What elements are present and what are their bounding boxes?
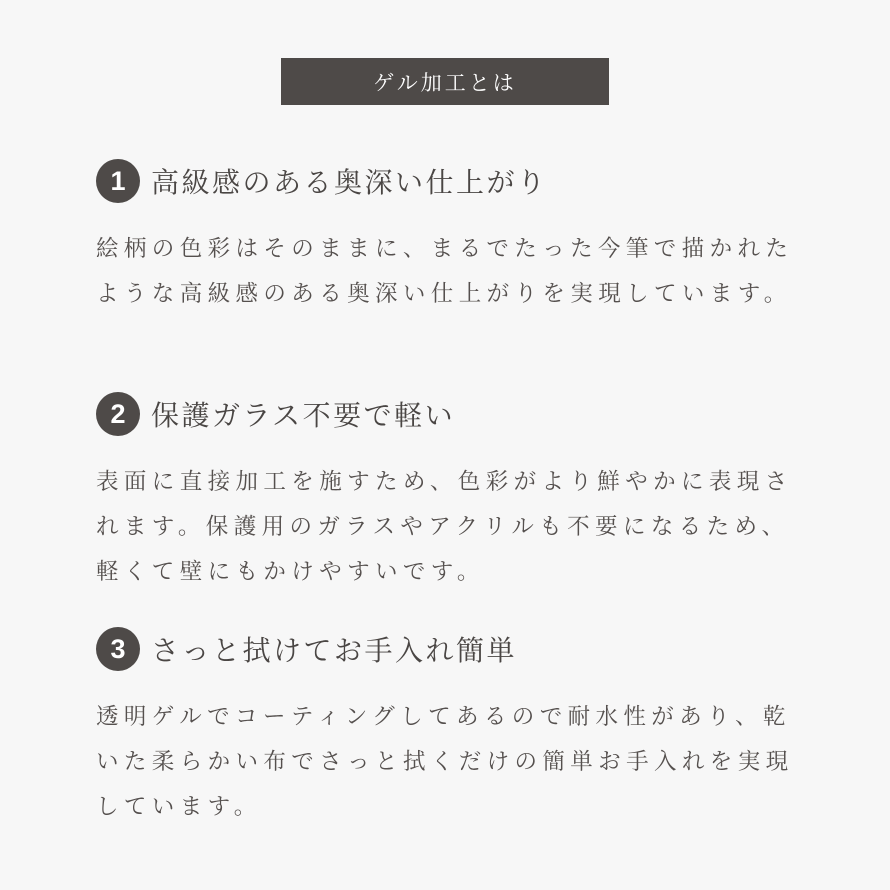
feature-heading (96, 390, 806, 438)
feature-title: 高級感のある奥深い仕上がり (151, 166, 548, 199)
page-title-banner (281, 58, 609, 105)
page-title: ゲル加工とは (373, 70, 517, 95)
number-badge: 3 (96, 627, 140, 671)
feature-title: 保護ガラス不要で軽い (151, 399, 456, 432)
number-badge: 1 (96, 159, 140, 203)
feature-description: 絵柄の色彩はそのままに、まるでたった今筆で描かれたような高級感のある奥深い仕上がりを実現しています。 (96, 236, 794, 307)
feature-description: 透明ゲルでコーティングしてあるので耐水性があり、乾いた柔らかい布でさっと拭くだけの簡単お手入れを実現しています。 (96, 704, 794, 820)
feature-section-1 (96, 157, 806, 340)
feature-heading (96, 157, 806, 205)
feature-section-3 (96, 625, 806, 853)
feature-title: さっと拭けてお手入れ簡単 (151, 634, 518, 667)
feature-description: 表面に直接加工を施すため、色彩がより鮮やかに表現されます。保護用のガラスやアクリルも不要になるため、軽くて壁にもかけやすいです。 (96, 469, 793, 585)
number-badge: 2 (96, 392, 140, 436)
feature-heading (96, 625, 806, 673)
feature-section-2 (96, 390, 806, 618)
